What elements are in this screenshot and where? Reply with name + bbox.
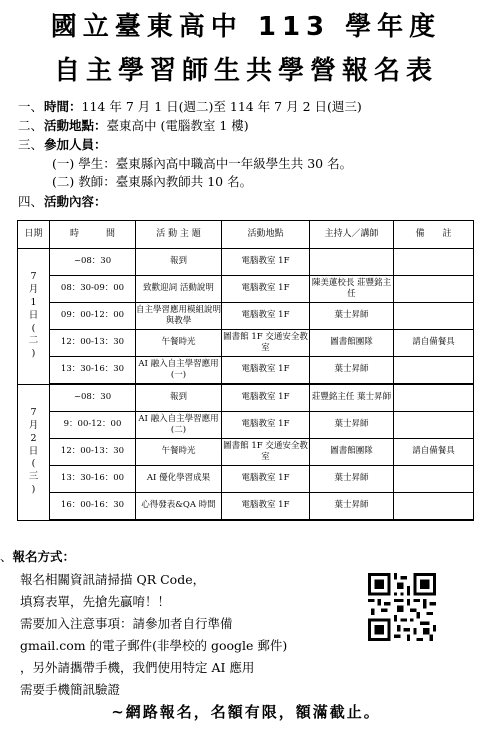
table-row — [18, 357, 474, 385]
place-cell: 圖書館 1F 交通安全教室 — [222, 439, 310, 466]
host-cell: 莊豐銘主任 葉士昇師 — [310, 384, 394, 412]
section-label: 活動地點： — [44, 118, 107, 133]
participants-students: (一) 學生：臺東縣內高中職高中一年級學生共 30 名。 — [52, 156, 353, 171]
table-row — [18, 412, 474, 439]
place-cell: 電腦教室 1F — [222, 384, 310, 412]
section-number: 二、 — [18, 118, 44, 133]
section-number: 三、 — [18, 137, 44, 152]
section-participants — [18, 135, 107, 153]
registration-line: 報名相關資訊請掃描 QR Code， — [20, 572, 206, 587]
place-cell: 電腦教室 1F — [222, 249, 310, 276]
registration-line: 需要手機簡訊驗證 — [20, 682, 121, 697]
table-row — [18, 439, 474, 466]
header-date: 日期 — [18, 221, 50, 249]
place-cell: 電腦教室 1F — [222, 303, 310, 330]
registration-line: 需要加入注意事項：請參加者自行準備 — [20, 616, 233, 631]
host-cell: 陳美蓮校長 莊豐銘主任 — [310, 276, 394, 303]
day-date-cell: 7 月 1 日 ( 二 ) — [18, 249, 50, 385]
registration-line: ，另外請攜帶手機，我們使用特定 AI 應用 — [20, 660, 255, 675]
time-cell: 9：00-12：00 — [50, 412, 136, 439]
host-cell: 葉士昇師 — [310, 412, 394, 439]
table-row — [18, 493, 474, 521]
table-row — [18, 303, 474, 330]
section-content — [18, 192, 107, 210]
activity-cell: 報到 — [136, 249, 222, 276]
place-cell: 圖書館 1F 交通安全教室 — [222, 330, 310, 357]
host-cell: 圖書館團隊 — [310, 439, 394, 466]
header-note: 備 註 — [394, 221, 474, 249]
note-cell — [394, 384, 474, 412]
participants-teachers: (二) 教師：臺東縣內教師共 10 名。 — [52, 174, 253, 189]
place-cell: 電腦教室 1F — [222, 357, 310, 385]
section-number: 、 — [0, 549, 13, 564]
activity-cell: 午餐時光 — [136, 330, 222, 357]
header-time: 時 間 — [50, 221, 136, 249]
registration-line: 填寫表單，先搶先贏唷！！ — [20, 594, 171, 609]
time-cell: 12：00-13：30 — [50, 330, 136, 357]
activity-cell: 致歡迎詞 活動說明 — [136, 276, 222, 303]
activity-cell: AI 融入自主學習應用(一) — [136, 357, 222, 385]
section-label: 活動內容： — [44, 194, 107, 209]
host-cell: 葉士昇師 — [310, 493, 394, 521]
activity-cell: 自主學習應用模組說明與教學 — [136, 303, 222, 330]
time-cell: ~08：30 — [50, 249, 136, 276]
activity-cell: AI 融入自主學習應用(二) — [136, 412, 222, 439]
title-line-1: 國立臺東高中 113 學年度 — [50, 12, 442, 42]
host-cell: 葉士昇師 — [310, 466, 394, 493]
place-cell: 電腦教室 1F — [222, 493, 310, 521]
schedule-table — [17, 220, 474, 521]
table-row — [18, 384, 474, 412]
section-number: 四、 — [18, 194, 44, 209]
host-cell: 葉士昇師 — [310, 357, 394, 385]
time-cell: 08：30-09：00 — [50, 276, 136, 303]
note-cell — [394, 466, 474, 493]
time-cell: 16：00-16：30 — [50, 493, 136, 521]
section-label: 參加人員： — [44, 137, 107, 152]
day-date-cell: 7 月 2 日 ( 三 ) — [18, 384, 50, 520]
qr-code-image[interactable] — [368, 573, 436, 641]
note-cell — [394, 412, 474, 439]
note-cell: 請自備餐具 — [394, 439, 474, 466]
note-cell — [394, 303, 474, 330]
section-registration — [0, 547, 75, 565]
place-cell: 電腦教室 1F — [222, 412, 310, 439]
note-cell — [394, 357, 474, 385]
host-cell: 葉士昇師 — [310, 303, 394, 330]
place-cell: 電腦教室 1F — [222, 466, 310, 493]
place-cell: 電腦教室 1F — [222, 276, 310, 303]
host-cell: 圖書館團隊 — [310, 330, 394, 357]
registration-footer: ~網路報名，名額有限，額滿截止。 — [111, 703, 381, 721]
header-place: 活動地點 — [222, 221, 310, 249]
time-cell: 09：00-12：00 — [50, 303, 136, 330]
section-label: 時間： — [44, 99, 82, 114]
title-line-2: 自主學習師生共學營報名表 — [53, 56, 438, 86]
note-cell — [394, 493, 474, 521]
note-cell — [394, 276, 474, 303]
time-cell: 13：30-16：30 — [50, 357, 136, 385]
table-row — [18, 466, 474, 493]
header-activity: 活 動 主 題 — [136, 221, 222, 249]
note-cell — [394, 249, 474, 276]
section-time — [18, 97, 362, 115]
time-cell: ~08：30 — [50, 384, 136, 412]
time-cell: 12：00-13：30 — [50, 439, 136, 466]
section-label: 報名方式： — [12, 549, 76, 564]
host-cell — [310, 249, 394, 276]
section-value: 114 年 7 月 1 日(週二)至 114 年 7 月 2 日(週三) — [81, 99, 362, 114]
activity-cell: 午餐時光 — [136, 439, 222, 466]
table-row — [18, 249, 474, 276]
time-cell: 13：30-16：00 — [50, 466, 136, 493]
activity-cell: 心得發表&QA 時間 — [136, 493, 222, 521]
header-host: 主持人／講師 — [310, 221, 394, 249]
registration-line: gmail.com 的電子郵件(非學校的 google 郵件) — [20, 638, 288, 653]
section-value: 臺東高中 (電腦教室 1 樓) — [106, 118, 249, 133]
table-row — [18, 330, 474, 357]
note-cell: 請自備餐具 — [394, 330, 474, 357]
section-number: 一、 — [18, 99, 44, 114]
section-place — [18, 116, 249, 134]
table-header-row — [18, 221, 474, 249]
activity-cell: AI 優化學習成果 — [136, 466, 222, 493]
table-row — [18, 276, 474, 303]
activity-cell: 報到 — [136, 384, 222, 412]
